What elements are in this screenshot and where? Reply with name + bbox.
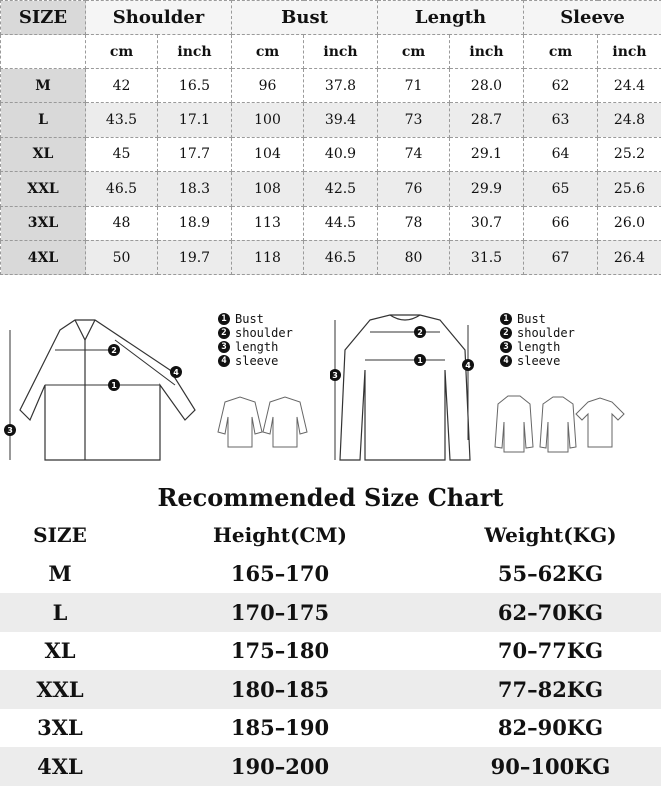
- measurement-cell: 65: [524, 172, 598, 206]
- unit-header: cm: [524, 35, 598, 69]
- size-header: SIZE: [1, 1, 86, 35]
- table-row: [1, 103, 661, 137]
- legend-label: sleeve: [517, 354, 561, 368]
- measurement-cell: 46.5: [304, 240, 378, 274]
- measurement-cell: 71: [378, 69, 450, 103]
- size-column-header: SIZE: [0, 516, 120, 555]
- bust-header: Bust: [232, 1, 378, 35]
- table-row: [1, 137, 661, 171]
- size-value: L: [0, 593, 120, 632]
- measurement-cell: 96: [232, 69, 304, 103]
- height-value: 170–175: [120, 593, 440, 632]
- size-value: XL: [0, 632, 120, 671]
- measurement-cell: 73: [378, 103, 450, 137]
- marker-1: 1: [218, 313, 230, 325]
- measurement-cell: 43.5: [86, 103, 158, 137]
- measurement-cell: 18.3: [158, 172, 232, 206]
- marker-2: 2: [417, 328, 423, 337]
- measurement-cell: 42.5: [304, 172, 378, 206]
- measurement-cell: 17.7: [158, 137, 232, 171]
- measurement-cell: 24.4: [598, 69, 661, 103]
- height-column-header: Height(CM): [120, 516, 440, 555]
- marker-4: 4: [500, 355, 512, 367]
- weight-column-header: Weight(KG): [440, 516, 661, 555]
- measurement-cell: 76: [378, 172, 450, 206]
- sweater-diagram: [330, 310, 480, 470]
- measurement-cell: 64: [524, 137, 598, 171]
- measurement-cell: 118: [232, 240, 304, 274]
- height-value: 190–200: [120, 747, 440, 786]
- measurement-cell: 100: [232, 103, 304, 137]
- marker-2: 2: [500, 327, 512, 339]
- small-garments-icon: [488, 392, 628, 458]
- measurement-cell: 46.5: [86, 172, 158, 206]
- marker-2: 2: [111, 346, 117, 355]
- size-label: L: [1, 103, 86, 137]
- measurement-cell: 24.8: [598, 103, 661, 137]
- table-row: [1, 69, 661, 103]
- weight-value: 62–70KG: [440, 593, 661, 632]
- marker-1: 1: [500, 313, 512, 325]
- legend-label: shoulder: [517, 326, 575, 340]
- weight-value: 70–77KG: [440, 632, 661, 671]
- measurement-cell: 66: [524, 206, 598, 240]
- unit-header: inch: [598, 35, 661, 69]
- marker-3: 3: [218, 341, 230, 353]
- measurement-cell: 50: [86, 240, 158, 274]
- measurement-cell: 48: [86, 206, 158, 240]
- legend-label: shoulder: [235, 326, 293, 340]
- measurement-cell: 28.7: [450, 103, 524, 137]
- height-value: 180–185: [120, 670, 440, 709]
- recommended-title: Recommended Size Chart: [157, 483, 504, 512]
- size-value: 4XL: [0, 747, 120, 786]
- recommended-size-chart: [0, 478, 661, 789]
- size-label: XXL: [1, 172, 86, 206]
- measurement-cell: 25.6: [598, 172, 661, 206]
- unit-header: cm: [232, 35, 304, 69]
- length-header: Length: [378, 1, 524, 35]
- recommended-header-row: [0, 516, 661, 555]
- legend-label: length: [517, 340, 561, 354]
- measurement-cell: 104: [232, 137, 304, 171]
- measurement-cell: 28.0: [450, 69, 524, 103]
- recommended-row: [0, 632, 661, 671]
- unit-header: inch: [450, 35, 524, 69]
- shirt-diagram: [0, 310, 210, 470]
- measurement-cell: 113: [232, 206, 304, 240]
- table-row: [1, 172, 661, 206]
- marker-3: 3: [332, 371, 338, 380]
- size-label: 3XL: [1, 206, 86, 240]
- legend-label: Bust: [517, 312, 546, 326]
- measurement-cell: 18.9: [158, 206, 232, 240]
- height-value: 175–180: [120, 632, 440, 671]
- recommended-row: [0, 555, 661, 594]
- measurement-cell: 31.5: [450, 240, 524, 274]
- size-value: M: [0, 555, 120, 594]
- measurement-cell: 67: [524, 240, 598, 274]
- marker-4: 4: [218, 355, 230, 367]
- measurement-cell: 19.7: [158, 240, 232, 274]
- marker-1: 1: [111, 381, 117, 390]
- shoulder-header: Shoulder: [86, 1, 232, 35]
- table-row: [1, 240, 661, 274]
- measurement-cell: 26.4: [598, 240, 661, 274]
- recommended-row: [0, 747, 661, 786]
- legend-label: Bust: [235, 312, 264, 326]
- marker-3: 3: [7, 426, 13, 435]
- unit-header: cm: [86, 35, 158, 69]
- measurement-cell: 16.5: [158, 69, 232, 103]
- unit-header: inch: [158, 35, 232, 69]
- weight-value: 77–82KG: [440, 670, 661, 709]
- measurement-cell: 62: [524, 69, 598, 103]
- marker-3: 3: [500, 341, 512, 353]
- measurement-cell: 37.8: [304, 69, 378, 103]
- size-label: 4XL: [1, 240, 86, 274]
- size-label: M: [1, 69, 86, 103]
- measurement-cell: 45: [86, 137, 158, 171]
- measurement-cell: 29.9: [450, 172, 524, 206]
- measurement-cell: 40.9: [304, 137, 378, 171]
- table-header-row: [1, 1, 661, 35]
- measurement-cell: 80: [378, 240, 450, 274]
- measurement-cell: 42: [86, 69, 158, 103]
- unit-header: cm: [378, 35, 450, 69]
- height-value: 185–190: [120, 709, 440, 748]
- measurement-cell: 30.7: [450, 206, 524, 240]
- legend-label: length: [235, 340, 279, 354]
- sleeve-header: Sleeve: [524, 1, 661, 35]
- size-label: XL: [1, 137, 86, 171]
- marker-2: 2: [218, 327, 230, 339]
- height-value: 165–170: [120, 555, 440, 594]
- measurement-cell: 74: [378, 137, 450, 171]
- measurement-diagrams: [0, 300, 661, 470]
- weight-value: 90–100KG: [440, 747, 661, 786]
- measurement-cell: 26.0: [598, 206, 661, 240]
- marker-1: 1: [417, 356, 423, 365]
- measurement-cell: 63: [524, 103, 598, 137]
- measurement-cell: 108: [232, 172, 304, 206]
- measurement-cell: 44.5: [304, 206, 378, 240]
- size-header-blank: [1, 35, 86, 69]
- recommended-row: [0, 670, 661, 709]
- measurement-cell: 39.4: [304, 103, 378, 137]
- unit-header: inch: [304, 35, 378, 69]
- measurement-cell: 25.2: [598, 137, 661, 171]
- marker-4: 4: [173, 368, 179, 377]
- weight-value: 55–62KG: [440, 555, 661, 594]
- unit-header-row: [1, 35, 661, 69]
- legend-left: [218, 312, 293, 368]
- table-row: [1, 206, 661, 240]
- weight-value: 82–90KG: [440, 709, 661, 748]
- recommended-table: [0, 516, 661, 786]
- recommended-row: [0, 593, 661, 632]
- small-jackets-icon: [210, 392, 310, 452]
- size-value: 3XL: [0, 709, 120, 748]
- legend-label: sleeve: [235, 354, 279, 368]
- size-measurement-table: [0, 0, 661, 275]
- measurement-cell: 29.1: [450, 137, 524, 171]
- legend-right: [500, 312, 575, 368]
- marker-4: 4: [465, 361, 471, 370]
- measurement-cell: 78: [378, 206, 450, 240]
- size-value: XXL: [0, 670, 120, 709]
- recommended-row: [0, 709, 661, 748]
- measurement-cell: 17.1: [158, 103, 232, 137]
